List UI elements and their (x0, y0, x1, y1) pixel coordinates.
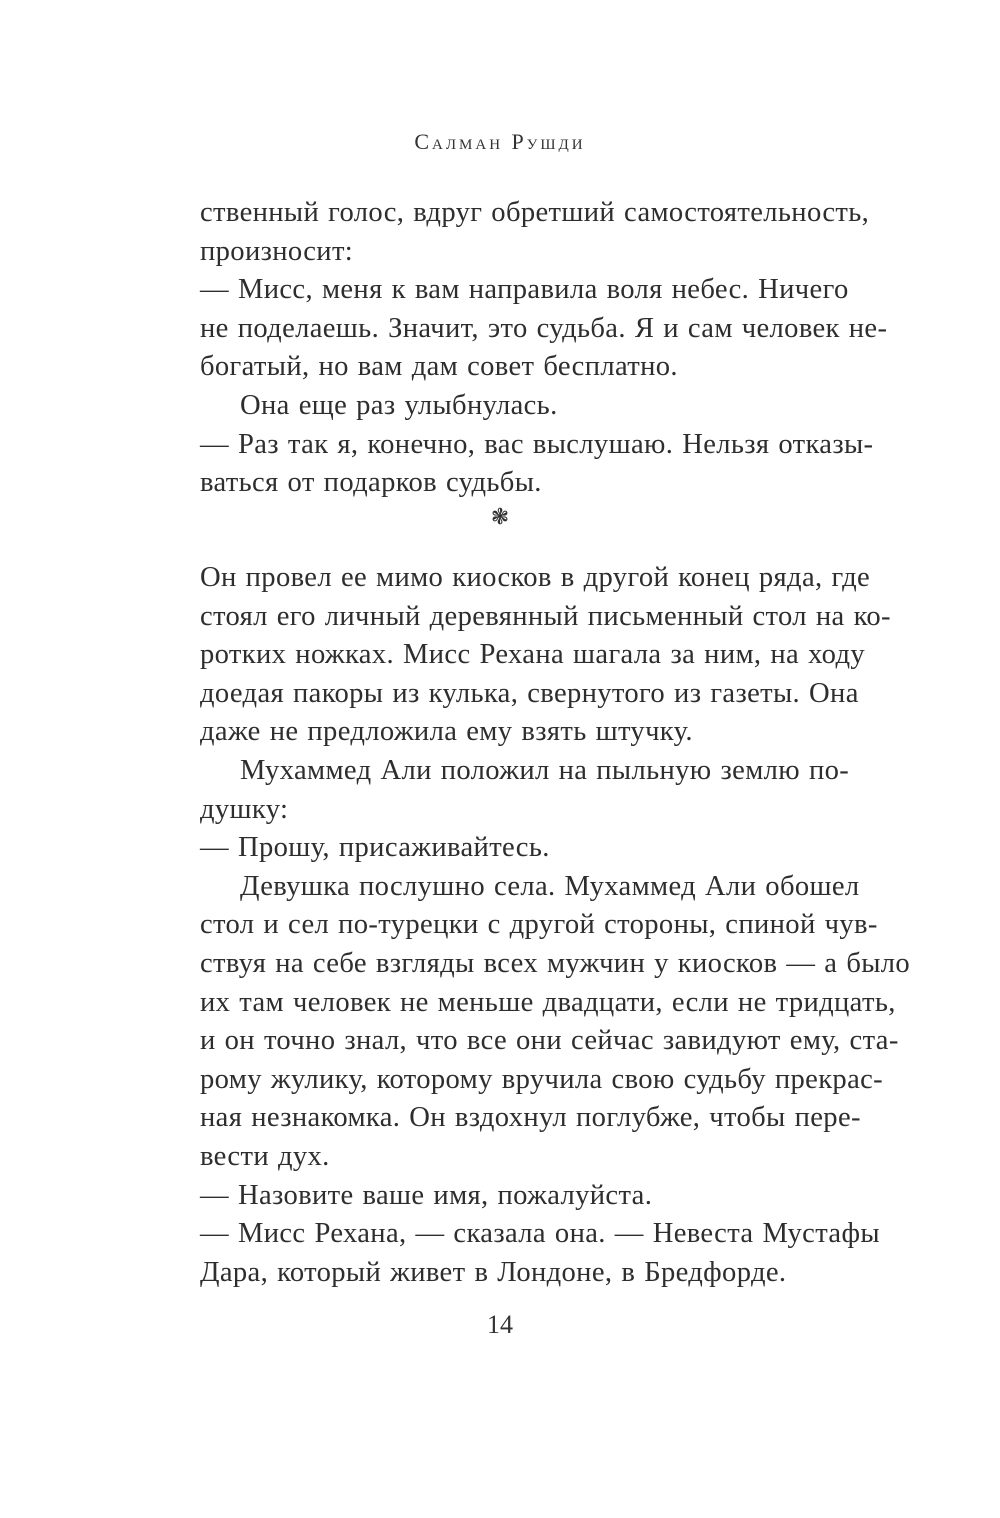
text-line: Девушка послушно села. Мухаммед Али обошел (240, 870, 860, 902)
text-line: ственный голос, вдруг обретший самостоятельность, (200, 197, 870, 228)
text-line: произносит: (200, 235, 354, 267)
text-line: — Мисс, меня к вам направила воля небес. Ничего (200, 274, 849, 306)
section-break-ornament: ❃ (490, 505, 510, 530)
text-line: не поделаешь. Значит, это судьба. Я и сам человек не- (200, 312, 888, 344)
text-line: ная незнакомка. Он вздохнул поглубже, чтобы пере- (200, 1102, 861, 1134)
running-head-author: Салман Рушди (414, 129, 586, 154)
text-line: богатый, но вам дам совет бесплатно. (200, 351, 678, 383)
text-line: доедая пакоры из кулька, свернутого из газеты. Она (200, 677, 859, 709)
text-line: ствуя на себе взгляды всех мужчин у киосков — а было (200, 947, 911, 979)
text-line: стоял его личный деревянный письменный стол на ко- (200, 600, 891, 632)
text-line: и он точно знал, что все они сейчас завидуют ему, ста- (200, 1025, 899, 1057)
text-block-bottom (200, 559, 911, 1292)
text-line: ротких ножках. Мисс Рехана шагала за ним, на ходу (200, 639, 866, 671)
text-line: Она еще раз улыбнулась. (240, 389, 558, 421)
page-number: 14 (487, 1310, 513, 1339)
text-block-top (200, 194, 888, 503)
text-line: их там человек не меньше двадцати, если не тридцать, (200, 986, 896, 1018)
text-line: стол и сел по-турецки с другой стороны, спиной чув- (200, 909, 878, 941)
text-line: Он провел ее мимо киосков в другой конец ряда, где (200, 562, 871, 593)
text-line: — Назовите ваше имя, пожалуйста. (200, 1179, 653, 1211)
text-line: Мухаммед Али положил на пыльную землю по- (240, 754, 850, 786)
text-line: — Мисс Рехана, — сказала она. — Невеста Мустафы (200, 1218, 880, 1250)
text-line: душку: (200, 793, 289, 825)
text-line: — Раз так я, конечно, вас выслушаю. Нельзя отказы- (200, 428, 874, 460)
text-line: — Прошу, присаживайтесь. (200, 832, 550, 864)
text-line: Дара, который живет в Лондоне, в Бредфорде. (200, 1256, 787, 1288)
text-line: ваться от подарков судьбы. (200, 467, 542, 499)
text-line: вести дух. (200, 1140, 330, 1172)
text-line: даже не предложила ему взять штучку. (200, 716, 693, 748)
text-line: рому жулику, которому вручила свою судьбу прекрас- (200, 1063, 884, 1095)
